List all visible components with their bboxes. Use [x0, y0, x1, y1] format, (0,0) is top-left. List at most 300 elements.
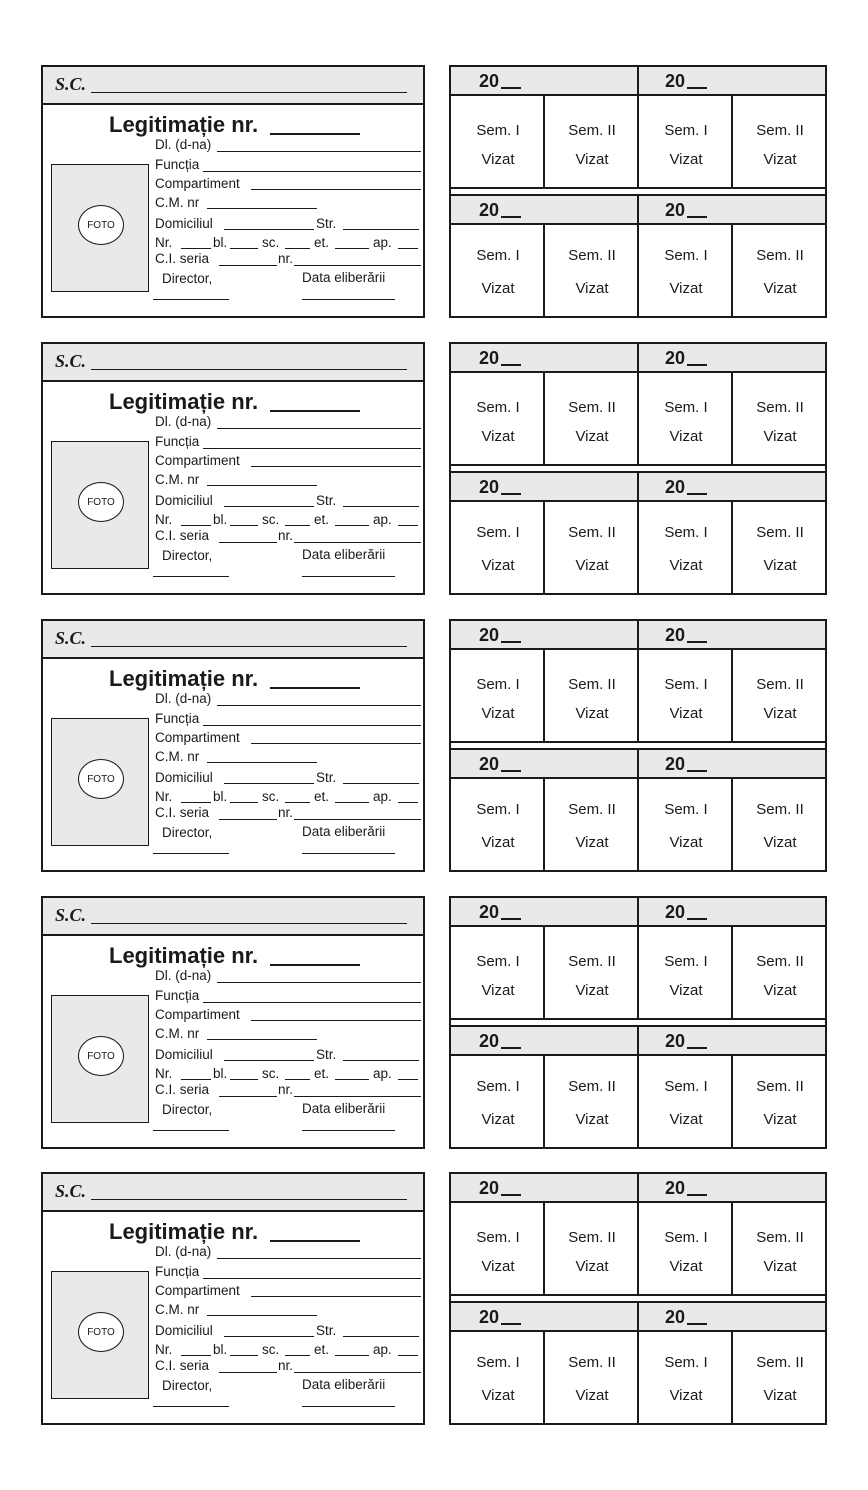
issue-date-label: Data eliberării: [302, 547, 386, 562]
department-line[interactable]: [251, 466, 421, 467]
section-rule: [451, 1018, 825, 1020]
stair-label: sc.: [262, 235, 280, 250]
year-label: 20: [479, 1031, 500, 1051]
semester-label: Sem. I: [664, 1229, 708, 1246]
year-label: 20: [665, 71, 686, 91]
vizat-stamp-cell[interactable]: Vizat: [575, 834, 609, 851]
apartment-line[interactable]: [398, 1355, 418, 1356]
vizat-stamp-cell[interactable]: Vizat: [669, 428, 703, 445]
name-label: Dl. (d-na): [155, 137, 212, 152]
vizat-stamp-cell[interactable]: Vizat: [481, 982, 515, 999]
year-bar: [451, 898, 825, 927]
id-number-line[interactable]: [294, 819, 421, 820]
number-label: Nr.: [155, 235, 173, 250]
year-divider: [637, 473, 639, 502]
year-fill-line[interactable]: [687, 216, 707, 218]
id-card-back: [449, 65, 827, 318]
name-label: Dl. (d-na): [155, 1244, 212, 1259]
year-label: 20: [665, 625, 686, 645]
stair-label: sc.: [262, 789, 280, 804]
department-label: Compartiment: [155, 730, 240, 745]
vizat-stamp-cell[interactable]: Vizat: [763, 151, 797, 168]
semester-label: Sem. II: [568, 1078, 616, 1095]
vizat-stamp-cell[interactable]: Vizat: [481, 1111, 515, 1128]
director-signature-line[interactable]: [153, 299, 229, 300]
department-line[interactable]: [251, 1296, 421, 1297]
id-card-back: [449, 1172, 827, 1425]
company-label: S.C.: [55, 628, 87, 648]
department-label: Compartiment: [155, 176, 240, 191]
year-label: 20: [665, 902, 686, 922]
floor-label: et.: [314, 789, 330, 804]
semester-label: Sem. I: [664, 247, 708, 264]
function-line[interactable]: [203, 171, 421, 172]
address-label: Domiciliul: [155, 1047, 213, 1062]
name-line[interactable]: [217, 705, 421, 706]
issue-date-line[interactable]: [302, 1406, 395, 1407]
department-label: Compartiment: [155, 453, 240, 468]
cm-line[interactable]: [207, 485, 317, 486]
year-bar: [451, 473, 825, 502]
stair-label: sc.: [262, 512, 280, 527]
company-label: S.C.: [55, 351, 87, 371]
director-label: Director,: [162, 825, 213, 840]
department-label: Compartiment: [155, 1283, 240, 1298]
cell-divider: [637, 373, 639, 464]
stair-line[interactable]: [285, 525, 310, 526]
block-line[interactable]: [230, 1079, 258, 1080]
year-label: 20: [479, 902, 500, 922]
address-line[interactable]: [224, 506, 314, 507]
street-line[interactable]: [343, 229, 419, 230]
semester-label: Sem. I: [664, 1078, 708, 1095]
year-fill-line[interactable]: [501, 87, 521, 89]
issue-date-line[interactable]: [302, 853, 395, 854]
year-bar: [451, 67, 825, 96]
number-line[interactable]: [181, 802, 211, 803]
year-fill-line[interactable]: [501, 918, 521, 920]
vizat-stamp-cell[interactable]: Vizat: [575, 1111, 609, 1128]
year-label: 20: [665, 348, 686, 368]
vizat-stamp-cell[interactable]: Vizat: [575, 1258, 609, 1275]
issue-date-line[interactable]: [302, 299, 395, 300]
year-fill-line[interactable]: [687, 770, 707, 772]
year-divider: [637, 750, 639, 779]
vizat-stamp-cell[interactable]: Vizat: [481, 1258, 515, 1275]
semester-label: Sem. II: [568, 122, 616, 139]
street-label: Str.: [316, 770, 337, 785]
stair-line[interactable]: [285, 248, 310, 249]
year-divider: [637, 344, 639, 373]
function-line[interactable]: [203, 1002, 421, 1003]
photo-placeholder: [51, 995, 149, 1123]
block-line[interactable]: [230, 248, 258, 249]
id-series-label: C.I. seria: [155, 805, 210, 820]
function-label: Funcția: [155, 711, 200, 726]
vizat-stamp-cell[interactable]: Vizat: [481, 151, 515, 168]
year-fill-line[interactable]: [687, 1194, 707, 1196]
cell-divider: [637, 1056, 639, 1149]
cell-divider: [637, 927, 639, 1018]
cell-divider: [637, 225, 639, 318]
cell-divider: [543, 1056, 545, 1149]
id-series-line[interactable]: [219, 265, 277, 266]
department-line[interactable]: [251, 1020, 421, 1021]
foto-stamp: FOTO: [78, 1312, 124, 1352]
vizat-stamp-cell[interactable]: Vizat: [669, 1387, 703, 1404]
card-number-line[interactable]: [270, 133, 360, 135]
street-label: Str.: [316, 493, 337, 508]
year-fill-line[interactable]: [687, 918, 707, 920]
vizat-stamp-cell[interactable]: Vizat: [669, 982, 703, 999]
semester-label: Sem. I: [664, 953, 708, 970]
cell-divider: [543, 1332, 545, 1425]
block-line[interactable]: [230, 525, 258, 526]
floor-label: et.: [314, 1066, 330, 1081]
address-label: Domiciliul: [155, 1323, 213, 1338]
year-divider: [637, 1303, 639, 1332]
cell-divider: [637, 1332, 639, 1425]
company-label: S.C.: [55, 905, 87, 925]
vizat-stamp-cell[interactable]: Vizat: [575, 151, 609, 168]
director-signature-line[interactable]: [153, 576, 229, 577]
year-label: 20: [479, 71, 500, 91]
semester-label: Sem. I: [664, 122, 708, 139]
vizat-stamp-cell[interactable]: Vizat: [669, 1111, 703, 1128]
cell-divider: [543, 502, 545, 595]
year-fill-line[interactable]: [687, 364, 707, 366]
number-line[interactable]: [181, 248, 211, 249]
cell-divider: [637, 502, 639, 595]
card-number-line[interactable]: [270, 964, 360, 966]
semester-label: Sem. II: [568, 524, 616, 541]
cm-line[interactable]: [207, 762, 317, 763]
street-line[interactable]: [343, 783, 419, 784]
semester-label: Sem. II: [756, 676, 804, 693]
apartment-line[interactable]: [398, 248, 418, 249]
company-name-line[interactable]: [91, 92, 407, 93]
stair-line[interactable]: [285, 1079, 310, 1080]
street-line[interactable]: [343, 1060, 419, 1061]
id-number-label: nr.: [278, 1082, 294, 1097]
id-number-line[interactable]: [294, 1372, 421, 1373]
id-card-front: [41, 342, 425, 595]
apartment-label: ap.: [373, 512, 392, 527]
id-card-back: [449, 342, 827, 595]
vizat-stamp-cell[interactable]: Vizat: [763, 834, 797, 851]
vizat-stamp-cell[interactable]: Vizat: [575, 557, 609, 574]
address-line[interactable]: [224, 1060, 314, 1061]
company-header: [43, 67, 423, 105]
floor-line[interactable]: [335, 802, 369, 803]
department-line[interactable]: [251, 743, 421, 744]
year-fill-line[interactable]: [501, 216, 521, 218]
semester-label: Sem. II: [756, 247, 804, 264]
director-signature-line[interactable]: [153, 1130, 229, 1131]
year-fill-line[interactable]: [687, 641, 707, 643]
section-rule: [451, 748, 825, 750]
cell-divider: [731, 1203, 733, 1294]
cm-label: C.M. nr: [155, 195, 200, 210]
floor-label: et.: [314, 1342, 330, 1357]
issue-date-label: Data eliberării: [302, 1377, 386, 1392]
apartment-line[interactable]: [398, 1079, 418, 1080]
semester-label: Sem. I: [476, 247, 520, 264]
vizat-stamp-cell[interactable]: Vizat: [763, 280, 797, 297]
director-label: Director,: [162, 1102, 213, 1117]
semester-label: Sem. I: [664, 801, 708, 818]
apartment-label: ap.: [373, 789, 392, 804]
photo-placeholder: [51, 164, 149, 292]
id-series-line[interactable]: [219, 1372, 277, 1373]
year-bar: [451, 196, 825, 225]
issue-date-line[interactable]: [302, 576, 395, 577]
card-title: Legitimație nr.: [109, 666, 259, 691]
card-number-line[interactable]: [270, 1240, 360, 1242]
vizat-stamp-cell[interactable]: Vizat: [481, 557, 515, 574]
year-label: 20: [665, 200, 686, 220]
address-line[interactable]: [224, 1336, 314, 1337]
number-line[interactable]: [181, 1079, 211, 1080]
function-label: Funcția: [155, 1264, 200, 1279]
name-line[interactable]: [217, 428, 421, 429]
function-line[interactable]: [203, 448, 421, 449]
vizat-stamp-cell[interactable]: Vizat: [669, 1258, 703, 1275]
cm-line[interactable]: [207, 1039, 317, 1040]
floor-line[interactable]: [335, 1355, 369, 1356]
year-label: 20: [479, 477, 500, 497]
photo-placeholder: [51, 718, 149, 846]
id-series-label: C.I. seria: [155, 1082, 210, 1097]
card-title: Legitimație nr.: [109, 389, 259, 414]
foto-stamp: FOTO: [78, 482, 124, 522]
director-signature-line[interactable]: [153, 853, 229, 854]
year-divider: [637, 67, 639, 96]
year-bar: [451, 1174, 825, 1203]
street-line[interactable]: [343, 1336, 419, 1337]
function-line[interactable]: [203, 1278, 421, 1279]
semester-label: Sem. II: [756, 524, 804, 541]
department-label: Compartiment: [155, 1007, 240, 1022]
cell-divider: [731, 1056, 733, 1149]
address-line[interactable]: [224, 229, 314, 230]
company-label: S.C.: [55, 74, 87, 94]
year-divider: [637, 898, 639, 927]
year-bar: [451, 621, 825, 650]
function-line[interactable]: [203, 725, 421, 726]
semester-label: Sem. II: [756, 1078, 804, 1095]
vizat-stamp-cell[interactable]: Vizat: [481, 705, 515, 722]
semester-label: Sem. I: [664, 676, 708, 693]
year-fill-line[interactable]: [501, 1323, 521, 1325]
card-number-line[interactable]: [270, 410, 360, 412]
semester-label: Sem. I: [664, 399, 708, 416]
floor-line[interactable]: [335, 525, 369, 526]
vizat-stamp-cell[interactable]: Vizat: [481, 280, 515, 297]
cm-line[interactable]: [207, 208, 317, 209]
number-label: Nr.: [155, 1342, 173, 1357]
semester-label: Sem. I: [476, 524, 520, 541]
card-title: Legitimație nr.: [109, 943, 259, 968]
vizat-stamp-cell[interactable]: Vizat: [763, 982, 797, 999]
year-fill-line[interactable]: [687, 1047, 707, 1049]
cell-divider: [731, 779, 733, 872]
section-rule: [451, 1301, 825, 1303]
section-rule: [451, 1294, 825, 1296]
section-rule: [451, 194, 825, 196]
year-label: 20: [479, 1178, 500, 1198]
cell-divider: [543, 927, 545, 1018]
name-label: Dl. (d-na): [155, 414, 212, 429]
company-name-line[interactable]: [91, 646, 407, 647]
department-line[interactable]: [251, 189, 421, 190]
year-label: 20: [665, 1307, 686, 1327]
year-divider: [637, 621, 639, 650]
vizat-stamp-cell[interactable]: Vizat: [763, 557, 797, 574]
year-label: 20: [479, 348, 500, 368]
semester-label: Sem. II: [756, 1354, 804, 1371]
vizat-stamp-cell[interactable]: Vizat: [575, 280, 609, 297]
year-fill-line[interactable]: [501, 1194, 521, 1196]
year-fill-line[interactable]: [687, 87, 707, 89]
cm-line[interactable]: [207, 1315, 317, 1316]
photo-placeholder: [51, 1271, 149, 1399]
number-line[interactable]: [181, 525, 211, 526]
name-label: Dl. (d-na): [155, 968, 212, 983]
semester-label: Sem. II: [756, 801, 804, 818]
semester-label: Sem. I: [476, 1229, 520, 1246]
semester-label: Sem. I: [476, 676, 520, 693]
year-label: 20: [665, 477, 686, 497]
year-label: 20: [479, 1307, 500, 1327]
stair-line[interactable]: [285, 1355, 310, 1356]
card-number-line[interactable]: [270, 687, 360, 689]
address-line[interactable]: [224, 783, 314, 784]
name-line[interactable]: [217, 151, 421, 152]
year-fill-line[interactable]: [501, 770, 521, 772]
cell-divider: [543, 1203, 545, 1294]
director-signature-line[interactable]: [153, 1406, 229, 1407]
street-line[interactable]: [343, 506, 419, 507]
stair-label: sc.: [262, 1066, 280, 1081]
year-fill-line[interactable]: [501, 493, 521, 495]
id-series-line[interactable]: [219, 819, 277, 820]
cell-divider: [731, 225, 733, 318]
address-label: Domiciliul: [155, 216, 213, 231]
section-rule: [451, 1025, 825, 1027]
vizat-stamp-cell[interactable]: Vizat: [481, 428, 515, 445]
vizat-stamp-cell[interactable]: Vizat: [763, 1258, 797, 1275]
cell-divider: [637, 779, 639, 872]
year-label: 20: [479, 754, 500, 774]
vizat-stamp-cell[interactable]: Vizat: [669, 151, 703, 168]
section-rule: [451, 187, 825, 189]
vizat-stamp-cell[interactable]: Vizat: [575, 428, 609, 445]
floor-label: et.: [314, 235, 330, 250]
cell-divider: [731, 927, 733, 1018]
street-label: Str.: [316, 1323, 337, 1338]
vizat-stamp-cell[interactable]: Vizat: [763, 705, 797, 722]
semester-label: Sem. I: [476, 1078, 520, 1095]
id-number-line[interactable]: [294, 1096, 421, 1097]
floor-line[interactable]: [335, 248, 369, 249]
id-card-back: [449, 896, 827, 1149]
cell-divider: [731, 373, 733, 464]
vizat-stamp-cell[interactable]: Vizat: [575, 982, 609, 999]
company-name-line[interactable]: [91, 923, 407, 924]
vizat-stamp-cell[interactable]: Vizat: [669, 705, 703, 722]
company-label: S.C.: [55, 1181, 87, 1201]
number-line[interactable]: [181, 1355, 211, 1356]
vizat-stamp-cell[interactable]: Vizat: [575, 1387, 609, 1404]
vizat-stamp-cell[interactable]: Vizat: [575, 705, 609, 722]
vizat-stamp-cell[interactable]: Vizat: [669, 280, 703, 297]
name-line[interactable]: [217, 1258, 421, 1259]
id-number-line[interactable]: [294, 542, 421, 543]
semester-label: Sem. II: [568, 247, 616, 264]
semester-label: Sem. II: [568, 676, 616, 693]
id-card-front: [41, 1172, 425, 1425]
cell-divider: [637, 1203, 639, 1294]
apartment-line[interactable]: [398, 802, 418, 803]
year-fill-line[interactable]: [501, 364, 521, 366]
semester-label: Sem. II: [568, 1229, 616, 1246]
issue-date-label: Data eliberării: [302, 270, 386, 285]
cell-divider: [731, 1332, 733, 1425]
year-label: 20: [665, 1178, 686, 1198]
year-bar: [451, 344, 825, 373]
id-series-line[interactable]: [219, 1096, 277, 1097]
floor-line[interactable]: [335, 1079, 369, 1080]
id-series-line[interactable]: [219, 542, 277, 543]
foto-stamp: FOTO: [78, 759, 124, 799]
function-label: Funcția: [155, 988, 200, 1003]
director-label: Director,: [162, 1378, 213, 1393]
company-name-line[interactable]: [91, 1199, 407, 1200]
section-rule: [451, 741, 825, 743]
block-line[interactable]: [230, 1355, 258, 1356]
year-fill-line[interactable]: [501, 1047, 521, 1049]
vizat-stamp-cell[interactable]: Vizat: [763, 1387, 797, 1404]
name-label: Dl. (d-na): [155, 691, 212, 706]
director-label: Director,: [162, 271, 213, 286]
card-title: Legitimație nr.: [109, 1219, 259, 1244]
vizat-stamp-cell[interactable]: Vizat: [481, 1387, 515, 1404]
semester-label: Sem. II: [568, 801, 616, 818]
id-number-label: nr.: [278, 1358, 294, 1373]
vizat-stamp-cell[interactable]: Vizat: [481, 834, 515, 851]
semester-label: Sem. I: [664, 524, 708, 541]
issue-date-line[interactable]: [302, 1130, 395, 1131]
vizat-stamp-cell[interactable]: Vizat: [669, 557, 703, 574]
year-fill-line[interactable]: [501, 641, 521, 643]
id-card-front: [41, 65, 425, 318]
company-header: [43, 621, 423, 659]
stair-line[interactable]: [285, 802, 310, 803]
issue-date-label: Data eliberării: [302, 1101, 386, 1116]
vizat-stamp-cell[interactable]: Vizat: [669, 834, 703, 851]
vizat-stamp-cell[interactable]: Vizat: [763, 428, 797, 445]
name-line[interactable]: [217, 982, 421, 983]
id-number-line[interactable]: [294, 265, 421, 266]
year-fill-line[interactable]: [687, 493, 707, 495]
block-label: bl.: [213, 1066, 228, 1081]
vizat-stamp-cell[interactable]: Vizat: [763, 1111, 797, 1128]
apartment-line[interactable]: [398, 525, 418, 526]
block-line[interactable]: [230, 802, 258, 803]
year-fill-line[interactable]: [687, 1323, 707, 1325]
company-name-line[interactable]: [91, 369, 407, 370]
